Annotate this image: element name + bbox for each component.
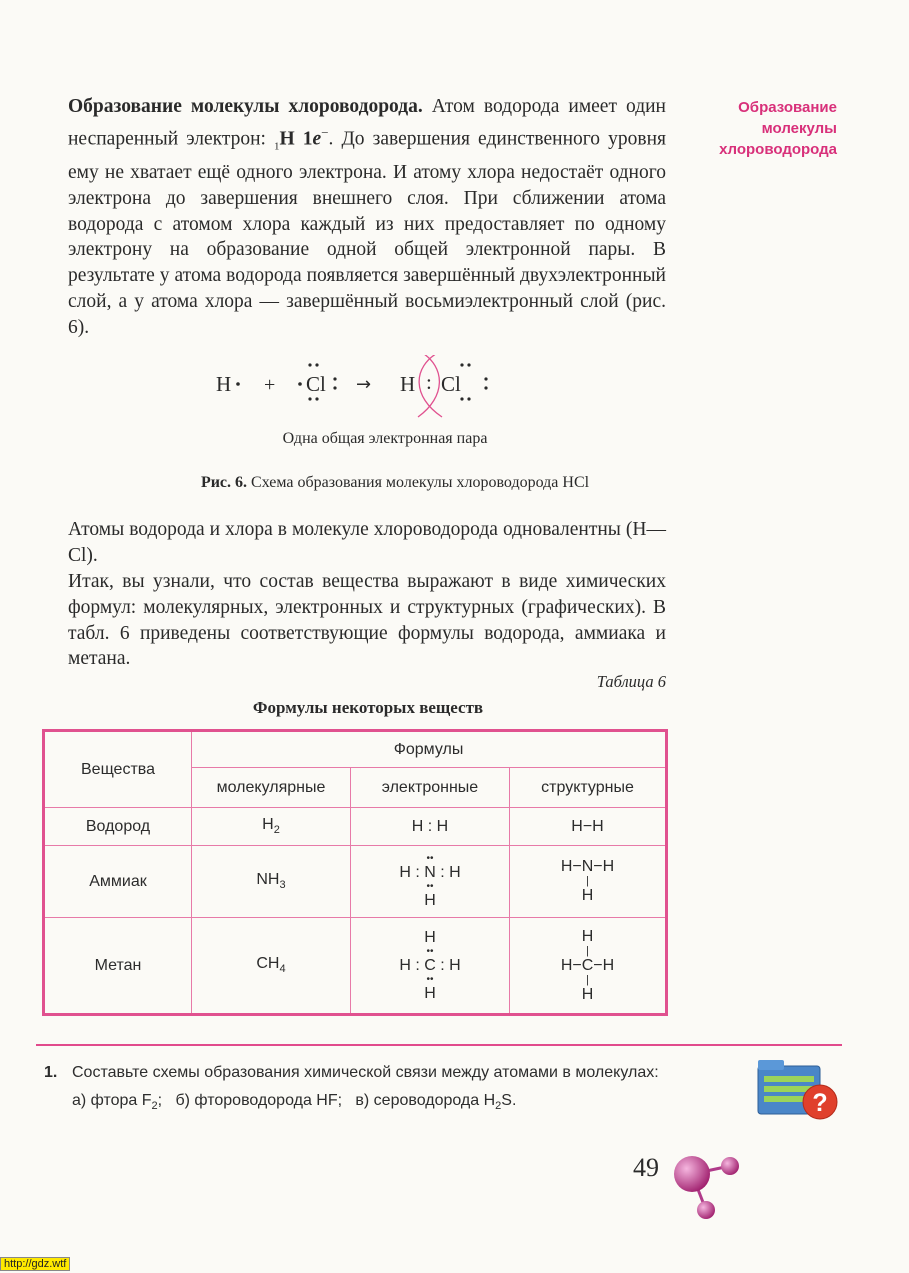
molecular-formula: $CH_4$ [192,918,351,1015]
paragraph-1-heading: Образование молекулы хлороводорода. [68,96,423,117]
molecular-formula: $NH_3$ [192,846,351,918]
scheme-arrow: → [356,374,372,395]
header-substance: Вещества [44,731,192,808]
electronic-formula: •• H : N : H •• H [351,846,510,918]
paragraph-3 [68,569,666,672]
scheme-h-electron [236,382,240,386]
substance-name: Аммиак [44,846,192,918]
electron-formula: H 1 [279,128,313,150]
paragraph-1-text-b: . До завершения единственного уровня ему не хватает ещё одного электрона. И атому хлора недостаёт одного электрона до завершения внешнего слоя. При сближении атома водорода с атомом хлора каждый из них предоставляет по одному электрону на образование одной общей электронной пары. В результате у атома водорода появляется завершённый двухэлектронный слой, а у атома хлора — завершённый восьмиэлектронный слой (рис. 6). [68,128,666,338]
shared-pair-caption: Одна общая электронная пара [282,430,488,447]
question-folder-icon [756,1058,840,1122]
structural-formula: H−N−H | H [510,846,667,918]
figure-label: Рис. 6. [200,474,248,491]
table-row [44,918,667,1015]
structural-formula: H−H [510,808,667,846]
table-label: Таблица 6 [596,672,666,691]
molecular-formula: $H_2$ [192,808,351,846]
paragraph-1-text-a: Атом водорода имеет один неспаренный электрон: [68,96,666,150]
question-options: а) фтора $F_2$; б) фтороводорода HF; в) сероводорода $H_2S$. [72,1092,517,1113]
header-electronic: электронные [351,768,510,808]
question-text: Составьте схемы образования химической связи между атомами в молекулах: [72,1064,659,1081]
figure-caption [100,474,690,492]
question-1 [44,1061,684,1118]
paragraph-1 [68,94,666,341]
electronic-formula: H : H [351,808,510,846]
scheme-product-h: H [400,372,416,396]
paragraph-2-text: Атомы водорода и хлора в молекуле хлороводорода одновалентны (H—Cl). [68,519,666,566]
formulas-table [42,729,668,1016]
sidebar-heading: Образование молекулы хлороводорода [719,99,837,158]
scheme-cl-atom: Cl [306,372,326,396]
electronic-formula: H •• H : C : H •• H [351,918,510,1015]
substance-name: Метан [44,918,192,1015]
page-number: 49 [633,1153,659,1182]
figure-caption-text: Схема образования молекулы хлороводорода HCl [247,474,590,491]
table-title: Формулы некоторых веществ [252,698,484,717]
watermark-link[interactable]: http://gdz.wtf [0,1257,70,1271]
electron-symbol: e [312,128,322,150]
electron-charge: − [321,124,329,140]
question-number: 1. [44,1064,58,1081]
structural-formula: H | H−C−H | H [510,918,667,1015]
header-formulas: Формулы [192,731,667,768]
molecule-decoration-icon [670,1148,745,1223]
scheme-product-cl: Cl [441,372,461,396]
paragraph-3-text: Итак, вы узнали, что состав вещества выражают в виде химических формул: молекулярных, электронных и структурных (графических). В табл. 6 приведены соответствующие формулы водорода, аммиака и метана. [68,571,666,670]
header-structural: структурные [510,768,667,808]
scheme-plus: + [264,374,276,396]
table-row [44,808,667,846]
table-header-row [44,731,667,768]
paragraph-2 [68,517,666,569]
hcl-formation-scheme [214,355,514,425]
table-row [44,846,667,918]
scheme-h-atom: H [216,372,232,396]
scheme-cl-electron-single [298,382,302,386]
atomic-number: 1 [274,140,280,153]
scheme-drawing [214,355,514,425]
section-divider [36,1044,842,1046]
scheme-shared-pair: : [426,370,432,394]
substance-name: Водород [44,808,192,846]
header-molecular: молекулярные [192,768,351,808]
svg-text:?: ? [812,1089,828,1117]
